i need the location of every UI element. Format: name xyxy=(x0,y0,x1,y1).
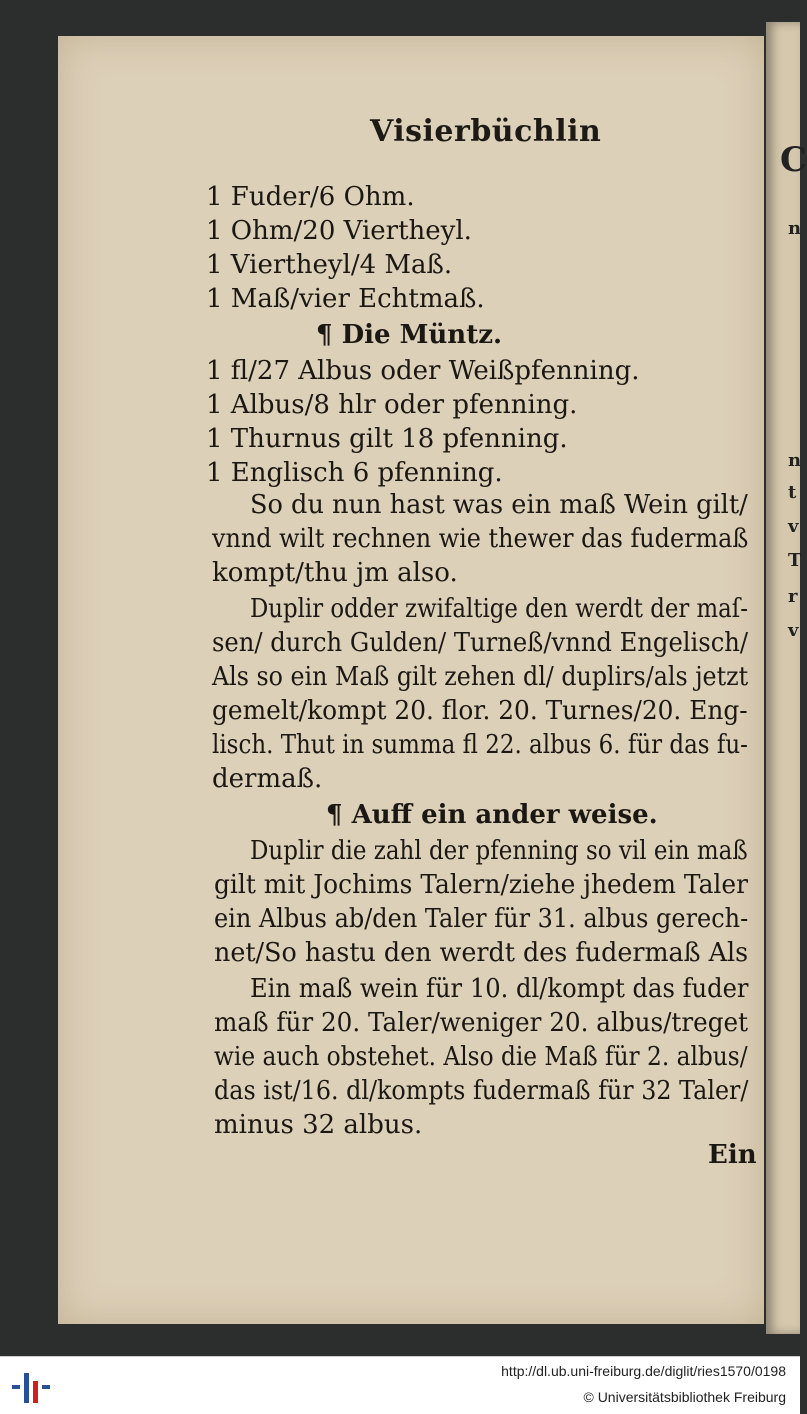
adjacent-fragment: t xyxy=(788,482,797,503)
text-line: net/So hastu den werdt des fudermaß Als xyxy=(214,938,749,968)
page-header: Visierbüchlin xyxy=(370,114,602,149)
text-line: gilt mit Jochims Talern/ziehe jhedem Taler xyxy=(214,870,748,900)
text-line: So du nun hast was ein maß Wein gilt/ xyxy=(250,490,748,520)
text-line: 1 Ohm/20 Viertheyl. xyxy=(206,216,472,246)
text-line: kompt/thu jm also. xyxy=(212,558,458,588)
viewer-footer xyxy=(0,1356,800,1414)
text-line: 1 Englisch 6 pfenning. xyxy=(206,458,503,488)
text-line: minus 32 albus. xyxy=(214,1110,423,1140)
adjacent-fragment: C xyxy=(780,140,807,180)
text-line: dermaß. xyxy=(212,764,323,794)
text-line: gemelt/kompt 20. flor. 20. Turnes/20. Eng- xyxy=(212,696,748,726)
section-heading: ¶ Die Müntz. xyxy=(316,320,503,350)
text-line: 1 Maß/vier Echtmaß. xyxy=(206,284,485,314)
adjacent-fragment: n xyxy=(788,450,802,471)
adjacent-fragment: v xyxy=(788,516,799,537)
adjacent-fragment: v xyxy=(788,620,799,641)
text-line: 1 Viertheyl/4 Maß. xyxy=(206,250,453,280)
text-line: 1 Fuder/6 Ohm. xyxy=(206,182,415,212)
text-line: ein Albus ab/den Taler für 31. albus gerech- xyxy=(214,904,749,934)
adjacent-fragment: T xyxy=(788,550,802,571)
text-line: lisch. Thut in summa fl 22. albus 6. für das fu- xyxy=(212,730,748,760)
copyright-notice: © Universitätsbibliothek Freiburg xyxy=(583,1389,786,1405)
text-line: Ein maß wein für 10. dl/kompt das fuder xyxy=(250,974,749,1004)
text-line: vnnd wilt rechnen wie thewer das fudermaß xyxy=(212,524,749,554)
adjacent-fragment: n xyxy=(788,218,802,239)
adjacent-page-edge xyxy=(766,22,807,1334)
text-line: 1 Albus/8 hlr oder pfenning. xyxy=(206,390,578,420)
document-url[interactable]: http://dl.ub.uni-freiburg.de/diglit/ries1570/0198 xyxy=(501,1363,786,1379)
text-line: 1 fl/27 Albus oder Weißpfenning. xyxy=(206,356,640,386)
section-heading: ¶ Auff ein ander weise. xyxy=(326,800,658,830)
text-line: Duplir die zahl der pfenning so vil ein maß xyxy=(250,836,748,866)
text-line: maß für 20. Taler/weniger 20. albus/treget xyxy=(214,1008,748,1038)
text-line: das ist/16. dl/kompts fudermaß für 32 Taler/ xyxy=(214,1076,749,1106)
book-page xyxy=(58,36,764,1324)
library-logo-icon xyxy=(12,1367,52,1405)
text-line: wie auch obstehet. Also die Maß für 2. albus/ xyxy=(214,1042,748,1072)
adjacent-fragment: r xyxy=(788,586,798,607)
text-line: Duplir odder zwifaltige den werdt der maſ- xyxy=(250,594,748,624)
catchword: Ein xyxy=(708,1140,757,1170)
text-line: sen/ durch Gulden/ Turneß/vnnd Engelisch/ xyxy=(212,628,749,658)
text-line: Als so ein Maß gilt zehen dl/ duplirs/als jetzt xyxy=(212,662,749,692)
text-line: 1 Thurnus gilt 18 pfenning. xyxy=(206,424,568,454)
